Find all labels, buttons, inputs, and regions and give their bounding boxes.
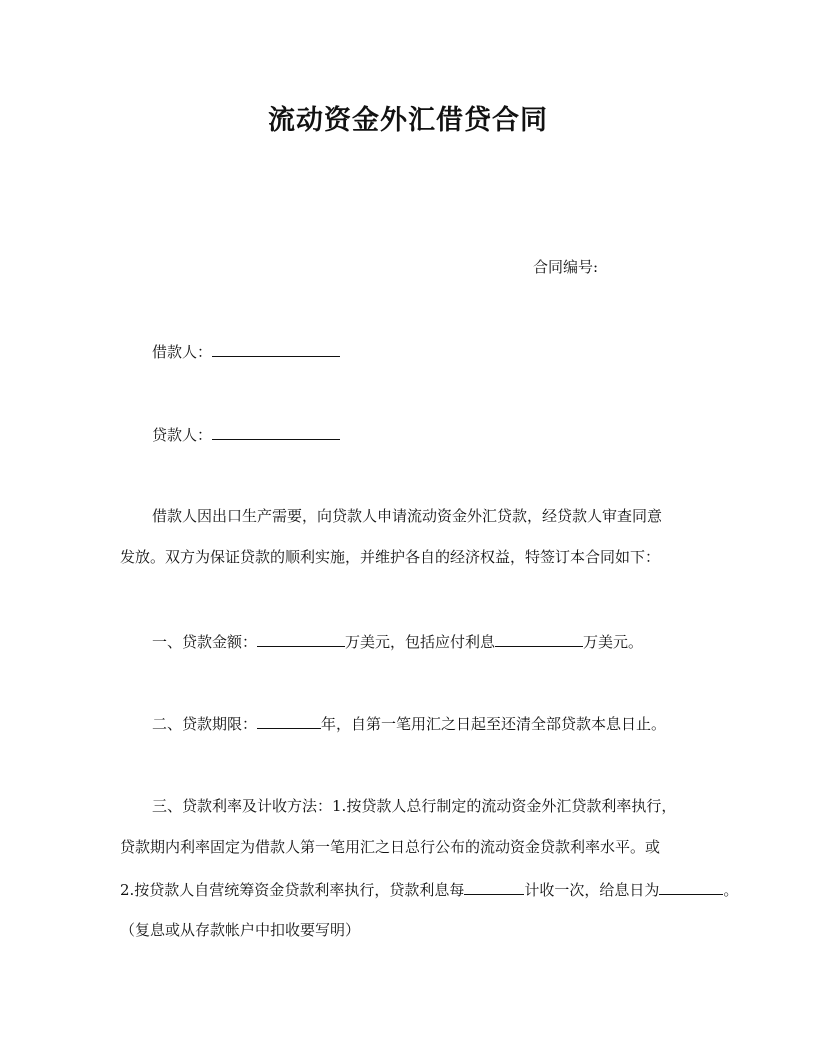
lender-label: 贷款人：	[152, 426, 213, 444]
interest-period-blank[interactable]	[464, 879, 524, 895]
clause-1-prefix: 一、贷款金额：	[152, 633, 258, 651]
clause-1-suffix: 万美元。	[583, 633, 644, 651]
clause-2-suffix: 年，自第一笔用汇之日起至还清全部贷款本息日止。	[321, 715, 667, 733]
borrower-line	[152, 341, 340, 362]
clause-3-line-3-prefix: 2.按贷款人自营统筹资金贷款利率执行，贷款利息每	[120, 881, 465, 899]
document-title: 流动资金外汇借贷合同	[268, 105, 548, 136]
clause-3-line-3	[120, 879, 738, 900]
intro-line-2: 发放。双方为保证贷款的顺利实施，并维护各自的经济权益，特签订本合同如下：	[120, 548, 661, 566]
interest-date-blank[interactable]	[659, 879, 723, 895]
lender-blank[interactable]	[212, 424, 340, 440]
clause-3-line-2: 贷款期内利率固定为借款人第一笔用汇之日总行公布的流动资金贷款利率水平。或	[120, 838, 661, 856]
interest-amount-blank[interactable]	[495, 631, 583, 647]
clause-1-amount	[152, 631, 643, 652]
clause-3-note: （复息或从存款帐户中扣收要写明）	[120, 921, 361, 939]
clause-1-mid: 万美元，包括应付利息	[345, 633, 496, 651]
loan-amount-blank[interactable]	[257, 631, 345, 647]
clause-3-line-3-mid: 计收一次，给息日为	[524, 881, 660, 899]
borrower-label: 借款人：	[152, 343, 213, 361]
clause-2-prefix: 二、贷款期限：	[152, 715, 258, 733]
clause-3-line-3-suffix: 。	[723, 881, 739, 899]
loan-term-blank[interactable]	[257, 713, 321, 729]
clause-2-term	[152, 713, 666, 734]
clause-3-line-1: 三、贷款利率及计收方法：1.按贷款人总行制定的流动资金外汇贷款利率执行，	[152, 797, 677, 815]
intro-line-1: 借款人因出口生产需要，向贷款人申请流动资金外汇贷款，经贷款人审查同意	[152, 507, 663, 525]
contract-number-label: 合同编号:	[533, 258, 599, 276]
borrower-blank[interactable]	[212, 341, 340, 357]
lender-line	[152, 424, 340, 445]
